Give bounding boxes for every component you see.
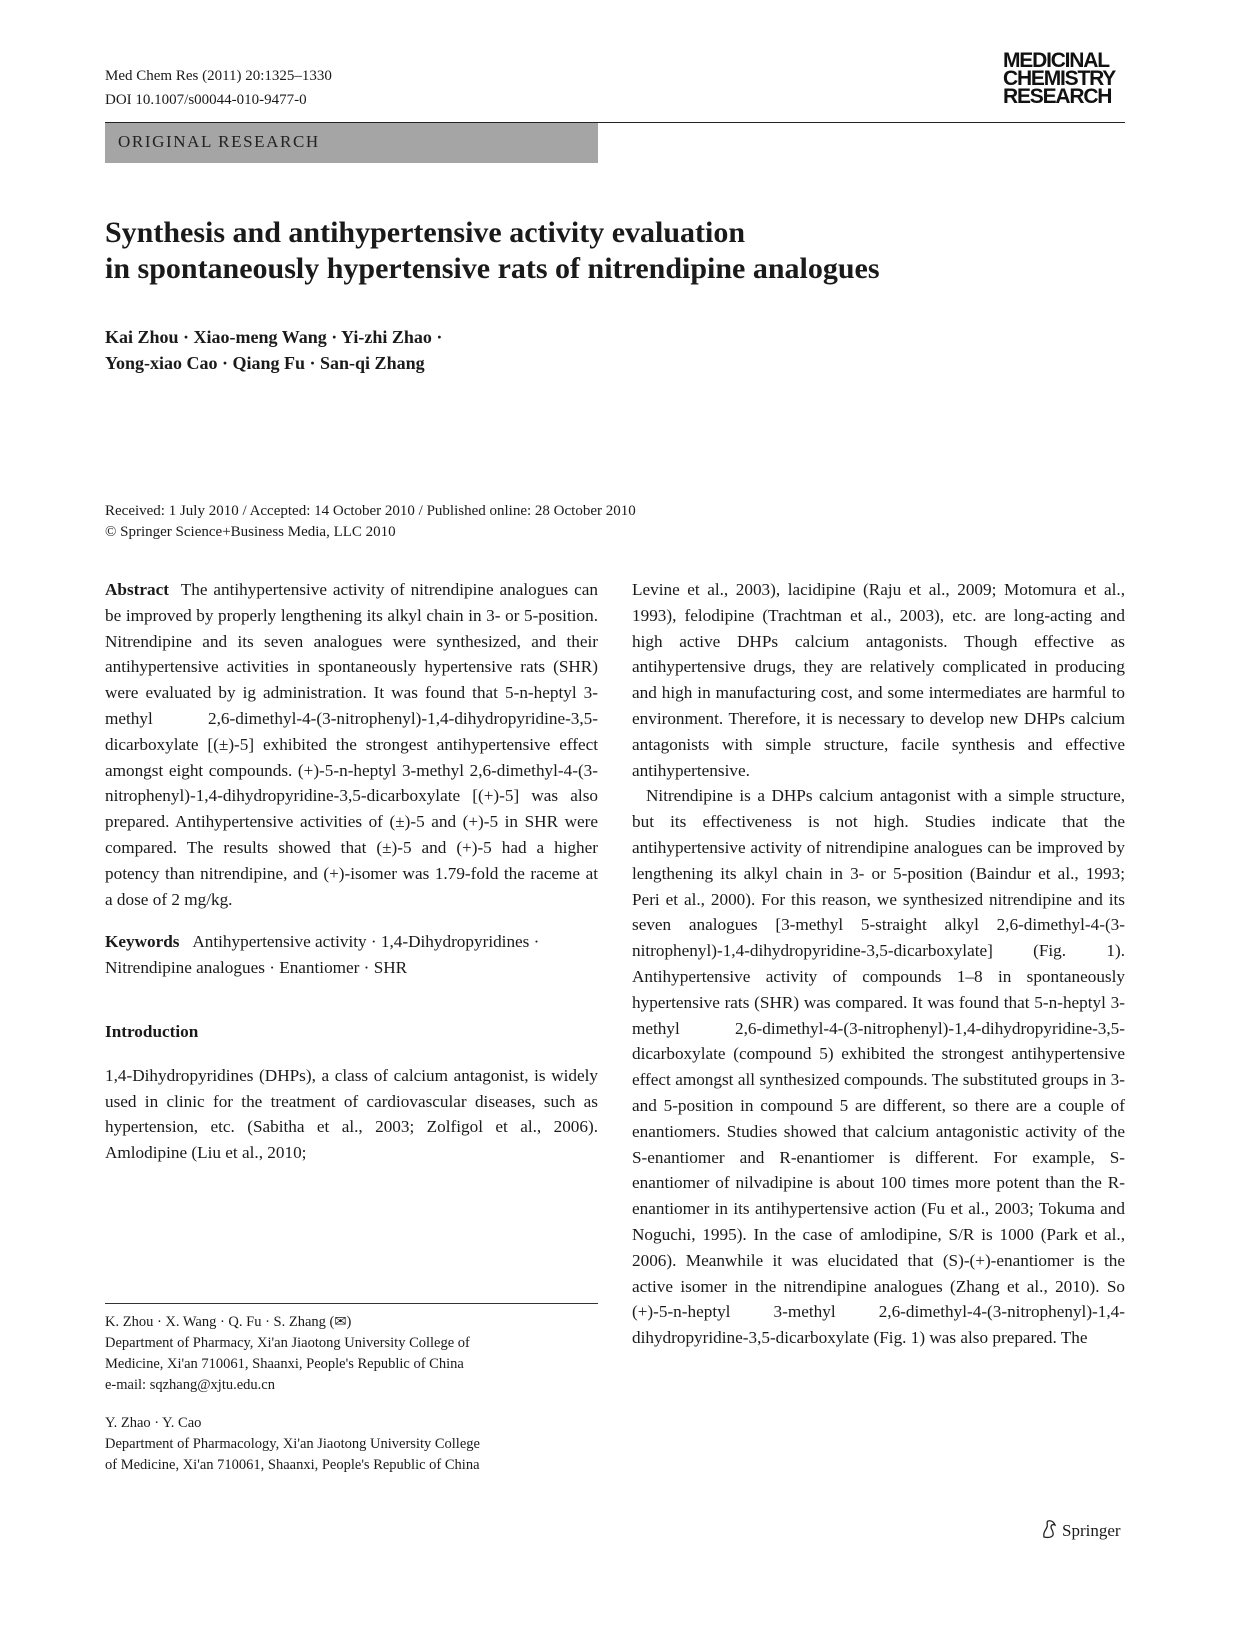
affiliation-1-names: K. Zhou · X. Wang · Q. Fu · S. Zhang (✉): [105, 1314, 352, 1330]
affiliation-1: [105, 1312, 598, 1396]
introduction-paragraph-2: Nitrendipine is a DHPs calcium antagonist with a simple structure, but its effectiveness is not high. Studies indicate that the antihypertensive activity of nitrendipine analogues can be improved by lengthening its alkyl chain in 3- or 5-position (Baindur et al., 1993; Peri et al., 2000). For this reason, we synthesized nitrendipine and its seven analogues [3-methyl 5-straight alkyl 2,6-dimethyl-4-(3-nitrophenyl)-1,4-dihydropyridine-3,5-dicarboxylate] (Fig. 1). Antihypertensive activity of compounds 1–8 in spontaneously hypertensive rats (SHR) was compared. It was found that 5-n-heptyl 3-methyl 2,6-dimethyl-4-(3-nitrophenyl)-1,4-dihydropyridine-3,5-dicarboxylate (compound 5) exhibited the strongest antihypertensive effect amongst all synthesized compounds. The substituted groups in 3- and 5-position in compound 5 are different, so there are a couple of enantiomers. Studies showed that calcium antagonistic activity of the S-enantiomer and R-enantiomer is different. For example, S-enantiomer of nilvadipine is about 100 times more potent than the R-enantiomer in its antihypertensive action (Fu et al., 2003; Tokuma and Noguchi, 1995). In the case of amlodipine, S/R is 1000 (Park et al., 2006). Meanwhile it was elucidated that (S)-(+)-enantiomer is the active isomer in the nitrendipine analogues (Zhang et al., 2010). So (+)-5-n-heptyl 3-methyl 2,6-dimethyl-4-(3-nitrophenyl)-1,4-dihydropyridine-3,5-dicarboxylate (Fig. 1) was also prepared. The: [632, 786, 1125, 1348]
introduction-paragraph-1: 1,4-Dihydropyridines (DHPs), a class of calcium antagonist, is widely used in clinic for the treatment of cardiovascular diseases, such as hypertension, etc. (Sabitha et al., 2003; Zolfigol et al., 2006). Amlodipine (Liu et al., 2010;: [105, 1065, 598, 1163]
section-label: ORIGINAL RESEARCH: [118, 132, 320, 151]
journal-line: Med Chem Res (2011) 20:1325–1330: [105, 68, 332, 84]
affiliation-1-line-1: Department of Pharmacy, Xi'an Jiaotong University College of: [105, 1335, 470, 1351]
affiliation-2: [105, 1413, 598, 1476]
right-column: [632, 577, 1125, 1351]
journal-citation: [105, 64, 332, 112]
keywords-paragraph: [105, 929, 598, 981]
publisher-mark: [1040, 1519, 1121, 1541]
keywords-text: Antihypertensive activity · 1,4-Dihydropyridines · Nitrendipine analogues · Enantiomer · SHR: [105, 932, 540, 978]
footnote-rule: [105, 1303, 598, 1304]
section-label-bar: [105, 123, 598, 163]
copyright-line: © Springer Science+Business Media, LLC 2010: [105, 524, 396, 540]
publication-dates: [105, 501, 636, 543]
title-line-1: Synthesis and antihypertensive activity evaluation: [105, 216, 746, 249]
affiliation-2-line-1: Department of Pharmacology, Xi'an Jiaotong University College: [105, 1436, 480, 1452]
journal-logo-line-2: CHEMISTRY: [1003, 67, 1116, 90]
doi-line: DOI 10.1007/s00044-010-9477-0: [105, 92, 307, 108]
abstract-label: Abstract: [105, 580, 169, 599]
authors-line-2: Yong-xiao Cao · Qiang Fu · San-qi Zhang: [105, 353, 425, 373]
author-list: [105, 324, 442, 376]
title-line-2: in spontaneously hypertensive rats of nitrendipine analogues: [105, 252, 880, 285]
affiliation-2-names: Y. Zhao · Y. Cao: [105, 1415, 202, 1431]
journal-logo: [1003, 49, 1116, 108]
authors-line-1: Kai Zhou · Xiao-meng Wang · Yi-zhi Zhao ·: [105, 327, 443, 347]
article-title: [105, 215, 1125, 287]
dates-line: Received: 1 July 2010 / Accepted: 14 October 2010 / Published online: 28 October 2010: [105, 503, 636, 519]
abstract-paragraph: [105, 577, 598, 912]
journal-logo-line-3: RESEARCH: [1003, 85, 1112, 108]
affiliation-1-line-2: Medicine, Xi'an 710061, Shaanxi, People's Republic of China: [105, 1356, 464, 1372]
affiliation-1-email[interactable]: e-mail: sqzhang@xjtu.edu.cn: [105, 1377, 275, 1393]
abstract-text: The antihypertensive activity of nitrendipine analogues can be improved by properly lengthening its alkyl chain in 3- or 5-position. Nitrendipine and its seven analogues were synthesized, and their antihypertensive activities in spontaneously hypertensive rats (SHR) were evaluated by ig administration. It was found that 5-n-heptyl 3-methyl 2,6-dimethyl-4-(3-nitrophenyl)-1,4-dihydropyridine-3,5-dicarboxylate [(±)-5] exhibited the strongest antihypertensive effect amongst eight compounds. (+)-5-n-heptyl 3-methyl 2,6-dimethyl-4-(3-nitrophenyl)-1,4-dihydropyridine-3,5-dicarboxylate [(+)-5] was also prepared. Antihypertensive activities of (±)-5 and (+)-5 in SHR were compared. The results showed that (±)-5 and (+)-5 had a higher potency than nitrendipine, and (+)-isomer was 1.79-fold the raceme at a dose of 2 mg/kg.: [105, 580, 598, 909]
introduction-paragraph-1-continued: Levine et al., 2003), lacidipine (Raju et al., 2009; Motomura et al., 1993), felodipine (Trachtman et al., 2003), etc. are long-acting and high active DHPs calcium antagonists. Though effective as antihypertensive drugs, they are relatively complicated in producing and high in manufacturing cost, and some intermediates are harmful to environment. Therefore, it is necessary to develop new DHPs calcium antagonists with simple structure, facile synthesis and effective antihypertensive.: [632, 580, 1125, 780]
journal-logo-line-1: MEDICINAL: [1003, 49, 1109, 72]
publisher-name: Springer: [1062, 1521, 1121, 1540]
affiliation-2-line-2: of Medicine, Xi'an 710061, Shaanxi, People's Republic of China: [105, 1457, 480, 1473]
keywords-label: Keywords: [105, 932, 180, 952]
springer-horse-icon: [1040, 1519, 1058, 1539]
introduction-heading: Introduction: [105, 1021, 199, 1041]
left-column: [105, 577, 598, 1166]
